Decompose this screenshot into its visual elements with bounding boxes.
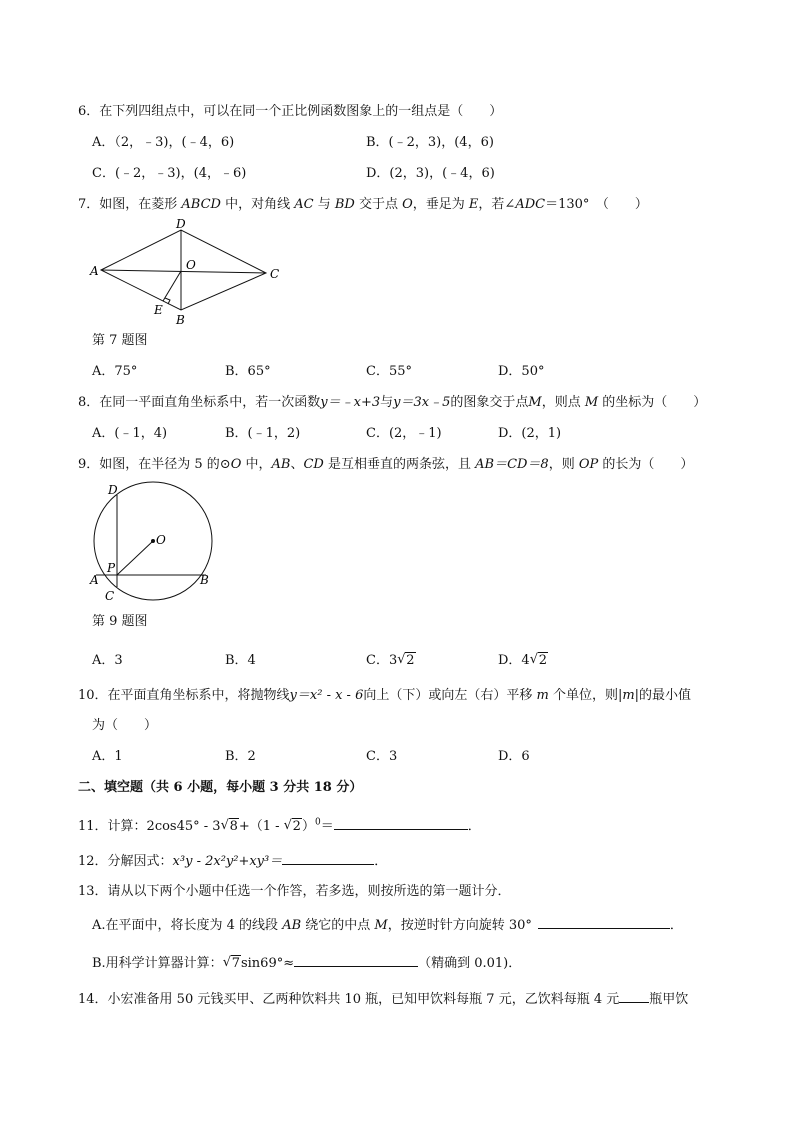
q11-answer-blank[interactable] [334,817,468,830]
q7-option-c: C．55° [366,364,412,379]
q13-part-b: B.用科学计算器计算： √ 7sin69°≈ （精确到 0.01)． [92,955,522,971]
q7-stem: 7．如图，在菱形 ABCD 中，对角线 AC 与 BD 交于点 O，垂足为 E，若∠ADC＝130° （ ） [78,197,648,212]
label-o: O [186,258,196,272]
q7-rhombus-figure [86,216,296,328]
q10-option-c: C．3 [366,749,398,764]
q13b-answer-blank[interactable] [294,954,418,967]
q13-part-a: A.在平面中，将长度为 4 的线段 AB 绕它的中点 M，按逆时针方向旋转 30° ． [92,918,683,933]
q12-answer-blank[interactable] [282,852,374,865]
label-b: B [176,313,185,327]
q11-stem: 11．计算：2cos45° - 3 √ 8+（1 - √ 2）$^0$＝ ． [78,817,481,834]
label-b: B [200,573,209,587]
q14-stem: 14．小宏准备用 50 元钱买甲、乙两种饮料共 10 瓶，已知甲饮料每瓶 7 元，乙饮料每瓶 4 元 瓶甲饮 [78,992,689,1007]
q9-option-c: C．3 √ 2 [366,652,415,668]
q7-option-a: A．75° [92,364,138,379]
q8-option-d: D．(2，1) [498,426,562,441]
label-c: C [105,589,115,603]
q6-stem: 6．在下列四组点中，可以在同一个正比例函数图象上的一组点是（ ） [78,104,503,119]
label-p: P [107,561,116,575]
label-a: A [90,573,99,587]
label-d: D [108,483,118,497]
q8-option-a: A．(﹣1，4) [92,426,168,441]
perpendicular-oe [163,271,181,301]
q6-option-c: C．(﹣2，﹣3)，(4，﹣6) [92,166,247,181]
q8-option-c: C．(2，﹣1) [366,426,442,441]
q9-circle-figure [86,478,226,606]
q9-caption: 第 9 题图 [92,614,148,629]
q12-stem: 12．分解因式：x³y - 2x²y²+xy³＝ ． [78,854,388,869]
q9-option-a: A．3 [92,653,123,668]
q9-option-d: D．4 √ 2 [498,652,547,668]
label-c: C [270,267,280,281]
q9-option-b: B．4 [225,653,256,668]
label-d: D [176,217,186,231]
q6-option-a: A．（2，﹣3)，(﹣4，6) [92,135,235,150]
q9-stem: 9．如图，在半径为 5 的⊙O 中，AB、CD 是互相垂直的两条弦，且 AB＝CD＝8，则 OP 的长为（ ） [78,457,694,472]
q10-option-b: B．2 [225,749,256,764]
segment-op [117,541,153,575]
label-o: O [156,533,166,547]
q10-stem-line2: 为（ ） [92,718,158,733]
center-point [151,539,155,543]
q10-option-d: D．6 [498,749,530,764]
q7-caption: 第 7 题图 [92,333,148,348]
q13-stem: 13．请从以下两个小题中任选一个作答，若多选，则按所选的第一题计分． [78,884,511,899]
label-a: A [90,264,99,278]
q14-answer-blank[interactable] [619,990,649,1003]
q7-option-d: D．50° [498,364,545,379]
q10-stem: 10．在平面直角坐标系中，将抛物线y＝x² - x - 6向上（下）或向左（右）平移 m 个单位，则|m|的最小值 [78,688,692,703]
q6-option-b: B．(﹣2，3)，(4，6) [366,135,494,150]
diagonal-ac [101,270,266,273]
q13a-answer-blank[interactable] [538,916,670,929]
q8-stem: 8．在同一平面直角坐标系中，若一次函数y＝﹣x+3与y＝3x﹣5的图象交于点M，则点 M 的坐标为（ ） [78,395,707,410]
q8-option-b: B．(﹣1，2) [225,426,301,441]
q10-option-a: A．1 [92,749,123,764]
label-e: E [154,303,163,317]
q6-option-d: D．(2，3)，(﹣4，6) [366,166,495,181]
q7-option-b: B．65° [225,364,271,379]
section-2-title: 二、填空题（共 6 小题，每小题 3 分共 18 分） [78,780,363,795]
